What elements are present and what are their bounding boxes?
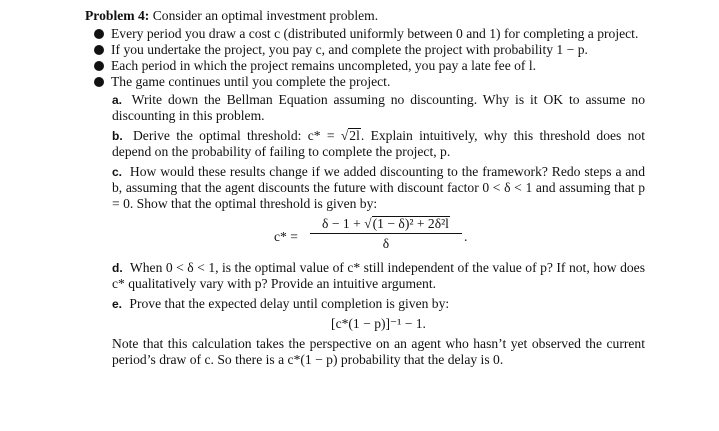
problem-page	[85, 8, 645, 382]
formula-num-prefix: δ − 1 +	[322, 216, 365, 231]
problem-heading: Problem 4: Consider an optimal investment problem.	[85, 8, 379, 23]
part-a-text: Write down the Bellman Equation assuming no discounting. Why is it OK to assume no discounting in this problem.	[112, 92, 645, 123]
assumption-list	[85, 26, 645, 90]
formula-num-sqrt: (1 − δ)² + 2δ²l	[372, 216, 449, 231]
part-d	[112, 260, 645, 292]
part-d-text: When 0 < δ < 1, is the optimal value of c* still independent of the value of p? If not, how does c* qualitatively vary with p? Provide an intuitive argument.	[112, 260, 646, 291]
bullet-icon	[94, 29, 104, 39]
problem-intro: Consider an optimal investment problem.	[152, 8, 379, 23]
note-paragraph: Note that this calculation takes the perspective on an agent who hasn’t yet observed the current period’s draw of c. So there is a c*(1 − p) probability that the delay is 0.	[112, 336, 645, 367]
formula-fraction	[310, 216, 462, 252]
part-b-label: b.	[112, 129, 123, 143]
assumption-item	[85, 26, 645, 42]
part-c-text: How would these results change if we added discounting to the framework? Redo steps a and b, assuming that the agent discounts the future with discount factor 0 < δ < 1 and assuming that p = 0. Show that the optimal threshold is given by:	[112, 164, 645, 211]
assumption-item	[85, 42, 645, 58]
part-a	[112, 92, 645, 124]
sqrt-symbol: √	[364, 216, 372, 231]
bullet-icon	[94, 61, 104, 71]
assumption-item	[85, 58, 645, 74]
delay-formula: [c*(1 − p)]⁻¹ − 1.	[331, 316, 426, 331]
question-parts	[112, 92, 645, 368]
assumption-text: If you undertake the project, you pay c, and complete the project with probability 1 − p.	[111, 42, 588, 57]
assumption-text: The game continues until you complete the project.	[111, 74, 391, 89]
part-b-text-before: Derive the optimal threshold: c* =	[132, 128, 341, 143]
part-c	[112, 164, 645, 212]
assumption-item	[85, 74, 645, 90]
part-e	[112, 296, 645, 312]
formula-denominator: δ	[382, 236, 390, 251]
threshold-formula	[112, 216, 645, 256]
assumption-text: Every period you draw a cost c (distributed uniformly between 0 and 1) for completing a project.	[111, 26, 639, 41]
assumption-text: Each period in which the project remains uncompleted, you pay a late fee of l.	[111, 58, 537, 73]
part-b	[112, 128, 645, 160]
part-e-label: e.	[112, 297, 123, 311]
part-c-label: c.	[112, 165, 123, 179]
part-d-label: d.	[112, 261, 123, 275]
part-b-text-after: . Explain intuitively, why this threshold does not depend on the probability of failing to complete the project, p.	[112, 128, 645, 159]
part-e-text: Prove that the expected delay until completion is given by:	[129, 296, 450, 311]
sqrt-symbol: √	[340, 128, 349, 143]
formula-numerator	[310, 216, 462, 234]
formula-period: .	[464, 229, 468, 244]
bullet-icon	[94, 45, 104, 55]
problem-label: Problem 4	[85, 8, 145, 23]
part-b-sqrt: 2l	[349, 128, 360, 143]
bullet-icon	[94, 77, 104, 87]
part-a-label: a.	[112, 93, 123, 107]
formula-lhs: c* =	[274, 229, 298, 244]
